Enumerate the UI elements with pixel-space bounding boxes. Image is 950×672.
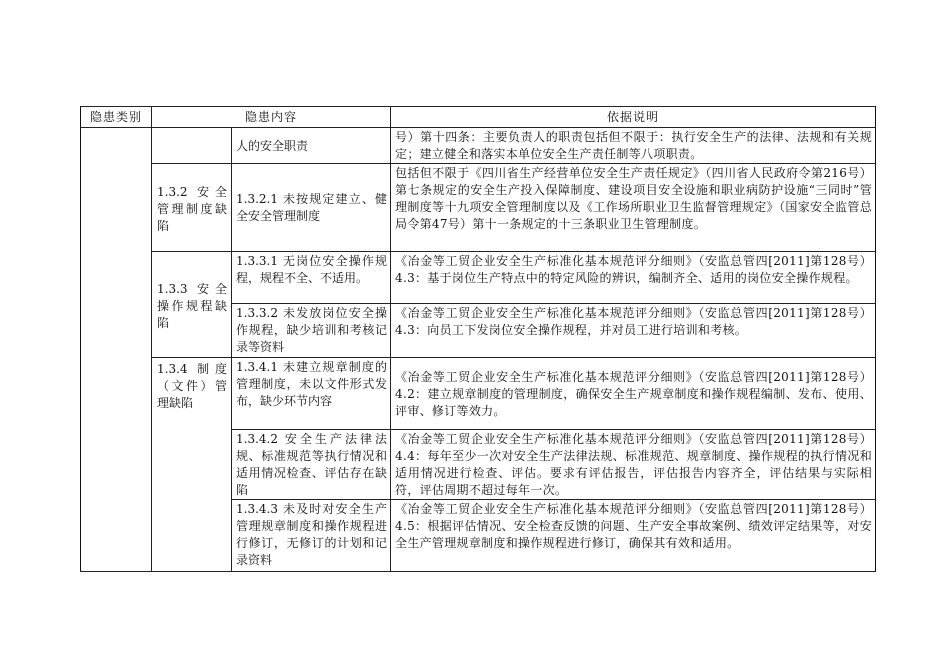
item-cell: 1.3.4.3 未及时对安全生产管理规章制度和操作规程进行修订，无修订的计划和记录资料: [232, 500, 391, 572]
category-cell: [81, 128, 152, 572]
subcategory-cell: 1.3.4 制度（文件）管理缺陷: [152, 358, 232, 572]
item-cell: 人的安全职责: [232, 128, 391, 164]
table-row: [81, 252, 876, 304]
table-row: [81, 358, 876, 430]
basis-cell: 包括但不限于《四川省生产经营单位安全生产责任规定》（四川省人民政府令第216号）第七条规定的安全生产投入保障制度、建设项目安全设施和职业病防护设施“三同时”管理制度等十九项安全管理制度以及《工作场所职业卫生监督管理规定》（国家安全监管总局令第47号）第十一条规定的十三条职业卫生管理制度。: [391, 164, 876, 252]
item-cell: 1.3.3.2 未发放岗位安全操作规程，缺少培训和考核记录等资料: [232, 304, 391, 358]
subcategory-cell: 1.3.3 安全操作规程缺陷: [152, 252, 232, 358]
item-cell: 1.3.2.1 未按规定建立、健全安全管理制度: [232, 164, 391, 252]
basis-cell: 《冶金等工贸企业安全生产标准化基本规范评分细则》（安监总管四[2011]第128号）4.5：根据评估情况、安全检查反馈的问题、生产安全事故案例、绩效评定结果等，对安全生产管理规章制度和操作规程进行修订，确保其有效和适用。: [391, 500, 876, 572]
basis-cell: 《冶金等工贸企业安全生产标准化基本规范评分细则》（安监总管四[2011]第128号）4.3：向员工下发岗位安全操作规程，并对员工进行培训和考核。: [391, 304, 876, 358]
basis-cell: 《冶金等工贸企业安全生产标准化基本规范评分细则》（安监总管四[2011]第128号）4.3：基于岗位生产特点中的特定风险的辨识，编制齐全、适用的岗位安全操作规程。: [391, 252, 876, 304]
table-row: [81, 128, 876, 164]
header-basis: 依据说明: [391, 107, 876, 128]
subcategory-cell: [152, 128, 232, 164]
item-cell: 1.3.4.1 未建立规章制度的管理制度，未以文件形式发布，缺少环节内容: [232, 358, 391, 430]
item-cell: 1.3.4.2 安全生产法律法规、标准规范等执行情况和适用情况检查、评估存在缺陷: [232, 430, 391, 500]
hazard-table: [80, 106, 876, 572]
header-category: 隐患类别: [81, 107, 152, 128]
basis-cell: 《冶金等工贸企业安全生产标准化基本规范评分细则》（安监总管四[2011]第128号）4.4：每年至少一次对安全生产法律法规、标准规范、规章制度、操作规程的执行情况和适用情况进行检查、评估。要求有评估报告，评估报告内容齐全，评估结果与实际相符，评估周期不超过每年一次。: [391, 430, 876, 500]
basis-cell: 号）第十四条：主要负责人的职责包括但不限于：执行安全生产的法律、法规和有关规定；建立健全和落实本单位安全生产责任制等八项职责。: [391, 128, 876, 164]
subcategory-cell: 1.3.2 安全管理制度缺陷: [152, 164, 232, 252]
item-cell: 1.3.3.1 无岗位安全操作规程，规程不全、不适用。: [232, 252, 391, 304]
table-row: [81, 164, 876, 252]
header-row: [81, 107, 876, 128]
header-content: 隐患内容: [152, 107, 391, 128]
basis-cell: 《冶金等工贸企业安全生产标准化基本规范评分细则》（安监总管四[2011]第128号）4.2：建立规章制度的管理制度，确保安全生产规章制度和操作规程编制、发布、使用、评审、修订等效力。: [391, 358, 876, 430]
